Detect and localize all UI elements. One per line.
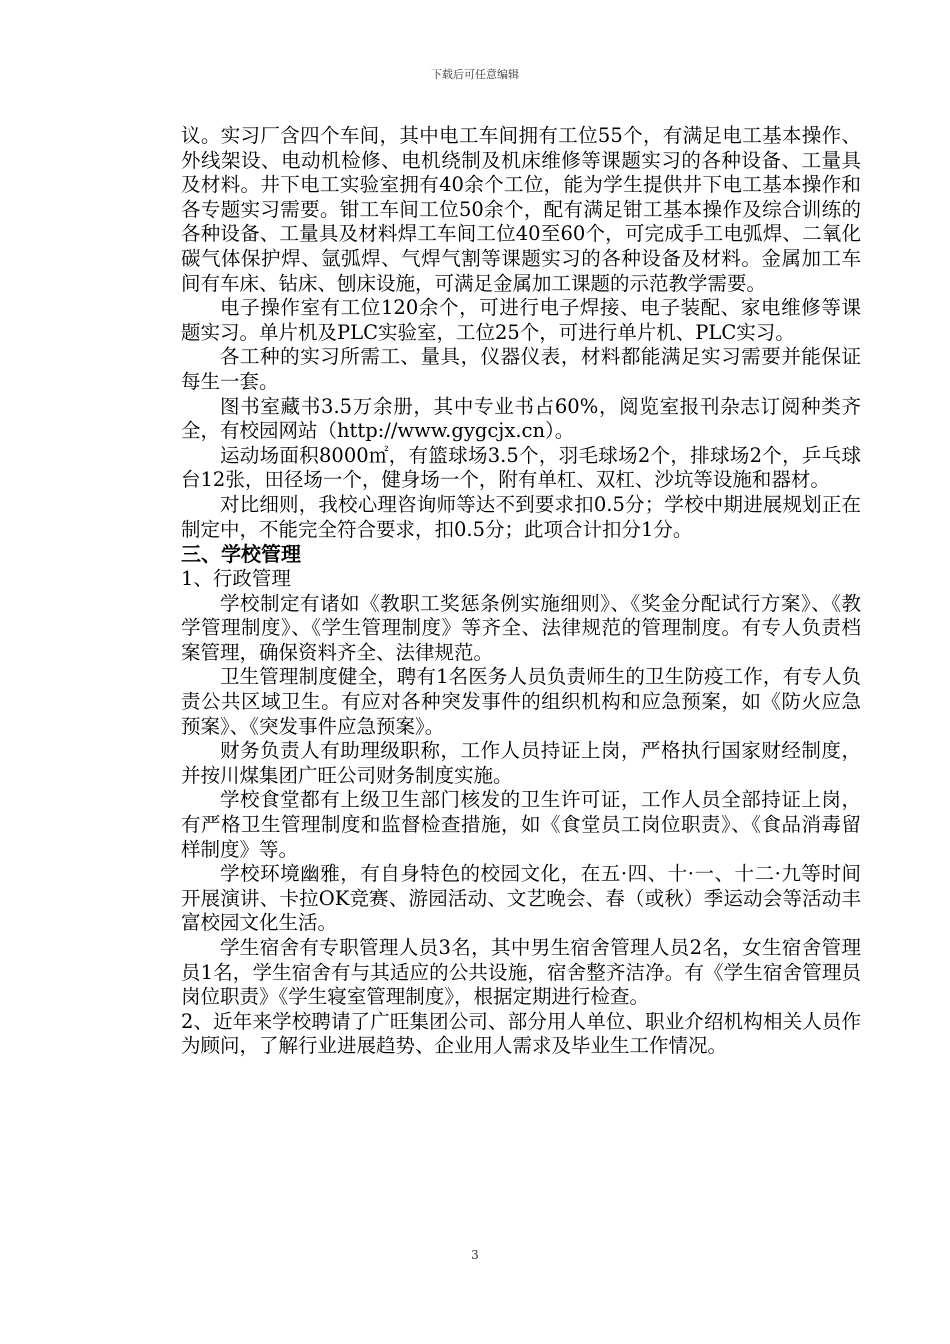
paragraph-workshops: 议。实习厂含四个车间，其中电工车间拥有工位55个，有满足电工基本操作、外线架设、电动机检修、电机绕制及机床维修等课题实习的各种设备、工量具及材料。井下电工实验室拥有40余个工位，能为学生提供井下电工基本操作和各专题实习需要。钳工车间工位50余个，配有满足钳工基本操作及综合训练的各种设备、工量具及材料焊工车间工位40至60个，可完成手工电弧焊、二氧化碳气体保护焊、氩弧焊、气焊气割等课题实习的各种设备及材料。金属加工车间有车床、钻床、刨床设施，可满足金属加工课题的示范教学需要。 [181,124,861,295]
paragraph-deduction: 对比细则，我校心理咨询师等达不到要求扣0.5分；学校中期进展规划正在制定中，不能完全符合要求，扣0.5分；此项合计扣分1分。 [181,492,861,541]
paragraph-advisors: 2、近年来学校聘请了广旺集团公司、部分用人单位、职业介绍机构相关人员作为顾问，了解行业进展趋势、企业用人需求及毕业生工作情况。 [181,1009,861,1058]
document-body [181,124,861,1059]
page-header: 下载后可任意编辑 [431,68,519,81]
paragraph-dormitory: 学生宿舍有专职管理人员3名，其中男生宿舍管理人员2名，女生宿舍管理员1名，学生宿舍有与其适应的公共设施，宿舍整齐洁净。有《学生宿舍管理员岗位职责》《学生寝室管理制度》，根据定期进行检查。 [181,936,861,1009]
paragraph-canteen: 学校食堂都有上级卫生部门核发的卫生许可证，工作人员全部持证上岗，有严格卫生管理制度和监督检查措施，如《食堂员工岗位职责》、《食品消毒留样制度》等。 [181,788,861,861]
paragraph-health: 卫生管理制度健全，聘有1名医务人员负责师生的卫生防疫工作，有专人负责公共区域卫生。有应对各种突发事件的组织机构和应急预案，如《防火应急预案》、《突发事件应急预案》。 [181,665,861,738]
section-title: 三、学校管理 [181,542,301,567]
paragraph-finance: 财务负责人有助理级职称，工作人员持证上岗，严格执行国家财经制度，并按川煤集团广旺公司财务制度实施。 [181,739,861,787]
paragraph-regulations: 学校制定有诸如《教职工奖惩条例实施细则》、《奖金分配试行方案》、《教学管理制度》、《学生管理制度》等齐全、法律规范的管理制度。有专人负责档案管理，确保资料齐全、法律规范。 [181,591,861,664]
paragraph-sports: 运动场面积8000㎡，有篮球场3.5个，羽毛球场2个，排球场2个，乒乓球台12张，田径场一个，健身场一个，附有单杠、双杠、沙坑等设施和器材。 [181,443,861,492]
paragraph-library: 图书室藏书3.5万余册，其中专业书占60%，阅览室报刊杂志订阅种类齐全，有校园网站（http://www.gygcjx.cn）。 [181,394,861,443]
paragraph-electronics: 电子操作室有工位120余个，可进行电子焊接、电子装配、家电维修等课题实习。单片机及PLC实验室，工位25个，可进行单片机、PLC实习。 [181,296,861,344]
paragraph-tools: 各工种的实习所需工、量具，仪器仪表，材料都能满足实习需要并能保证每生一套。 [181,345,861,393]
subsection-title: 1、行政管理 [181,567,291,591]
paragraph-campus-culture: 学校环境幽雅，有自身特色的校园文化，在五·四、十·一、十二·九等时间开展演讲、卡拉OK竞赛、游园活动、文艺晚会、春（或秋）季运动会等活动丰富校园文化生活。 [181,862,861,935]
page-number: 3 [471,1248,479,1262]
